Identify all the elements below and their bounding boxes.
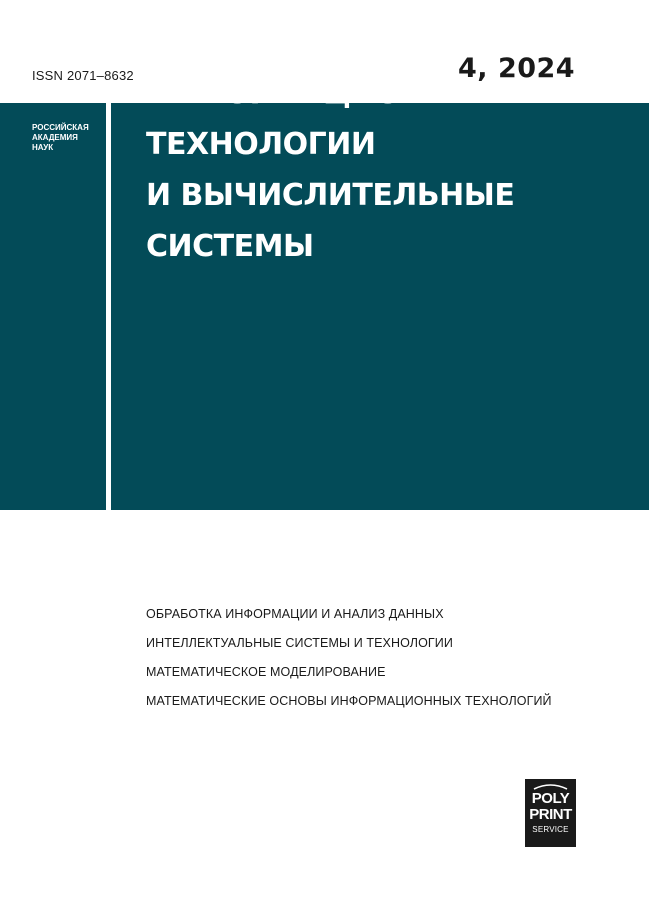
logo-line: PRINT: [529, 806, 572, 823]
journal-title: [146, 68, 514, 272]
section-item: ИНТЕЛЛЕКТУАЛЬНЫЕ СИСТЕМЫ И ТЕХНОЛОГИИ: [146, 636, 453, 650]
issue-number: 4, 2024: [458, 53, 576, 84]
academy-line: РОССИЙСКАЯ: [32, 123, 89, 132]
band-left-panel: [0, 103, 106, 510]
section-item: МАТЕМАТИЧЕСКИЕ ОСНОВЫ ИНФОРМАЦИОННЫХ ТЕХНОЛОГИЙ: [146, 694, 552, 708]
publisher-logo: [525, 779, 576, 847]
section-item: ОБРАБОТКА ИНФОРМАЦИИ И АНАЛИЗ ДАННЫХ: [146, 607, 444, 621]
issn-number: ISSN 2071–8632: [32, 68, 134, 83]
academy-line: АКАДЕМИЯ: [32, 133, 78, 142]
logo-line: POLY: [531, 790, 570, 807]
logo-arc-icon: [533, 782, 568, 790]
title-line: ТЕХНОЛОГИИ: [146, 127, 376, 162]
section-item: МАТЕМАТИЧЕСКОЕ МОДЕЛИРОВАНИЕ: [146, 665, 386, 679]
academy-label: [32, 123, 89, 153]
title-line: ИНФОРМАЦИОННЫЕ: [146, 76, 500, 111]
section-list: [146, 600, 552, 716]
title-line: СИСТЕМЫ: [146, 229, 314, 264]
academy-line: НАУК: [32, 143, 54, 152]
title-line: И ВЫЧИСЛИТЕЛЬНЫЕ: [146, 178, 515, 213]
logo-line: SERVICE: [532, 825, 569, 834]
